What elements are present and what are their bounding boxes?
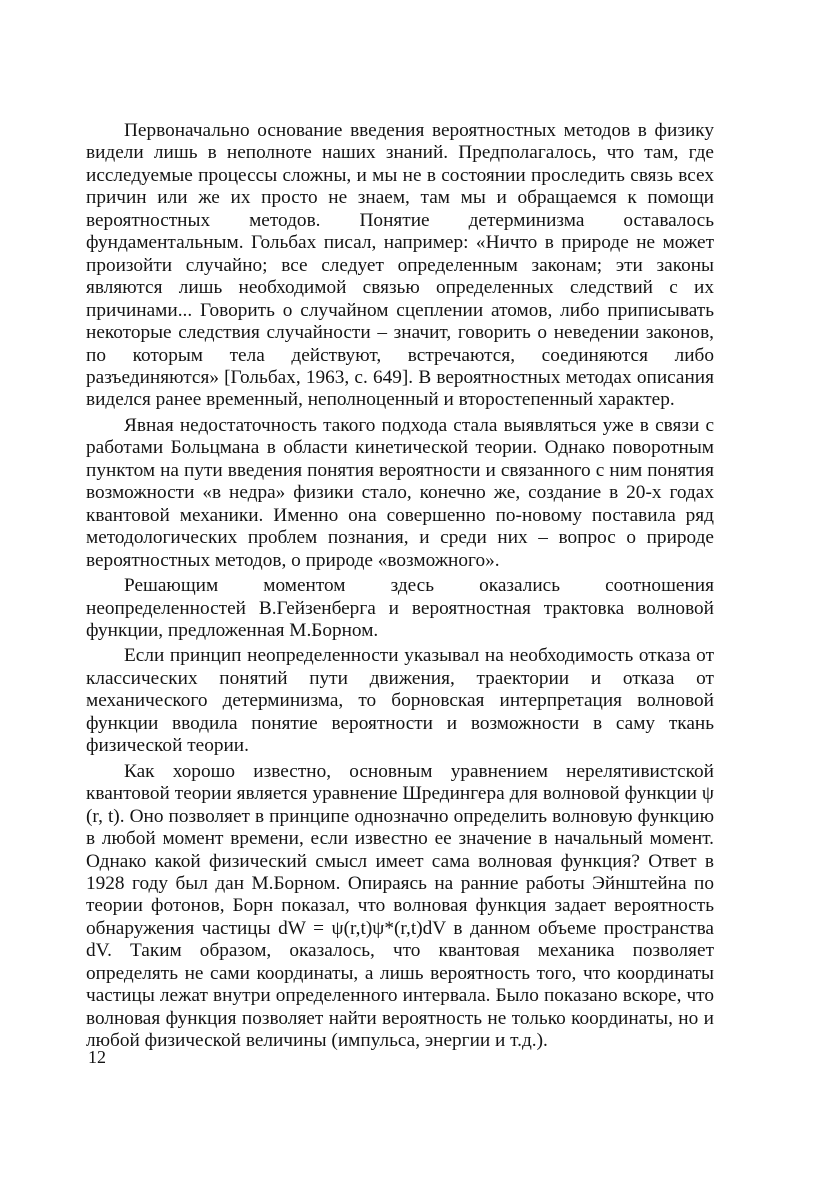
paragraph-1: Первоначально основание введения вероятностных методов в физику видели лишь в неполноте наших знаний. Предполагалось, что там, где исследуемые процессы сложны, и мы не в состоянии проследить связь всех причин или же их просто не знаем, там мы и обращаемся к помощи вероятностных методов. Понятие детерминизма оставалось фундаментальным. Гольбах писал, например: «Ничто в природе не может произойти случайно; все следует определенным законам; эти законы являются лишь необходимой связью определенных следствий с их причинами... Говорить о случайном сцеплении атомов, либо приписывать некоторые следствия случайности – значит, говорить о неведении законов, по которым тела действуют, встречаются, соединяются либо разъединяются» [Гольбах, 1963, с. 649]. В вероятностных методах описания виделся ранее временный, неполноценный и второстепенный характер.: [86, 120, 714, 411]
paragraph-4: Если принцип неопределенности указывал на необходимость отказа от классических понятий пути движения, траектории и отказа от механического детерминизма, то борновская интерпретация волновой функции вводила понятие вероятности и возможности в саму ткань физической теории.: [86, 645, 714, 757]
paragraph-2: Явная недостаточность такого подхода стала выявляться уже в связи с работами Больцмана в области кинетической теории. Однако поворотным пунктом на пути введения понятия вероятности и связанного с ним понятия возможности «в недра» физики стало, конечно же, создание в 20-х годах квантовой механики. Именно она совершенно по-новому поставила ряд методологических проблем познания, и среди них – вопрос о природе вероятностных методов, о природе «возможного».: [86, 414, 714, 571]
paragraph-5: Как хорошо известно, основным уравнением нерелятивистской квантовой теории является уравнение Шредингера для волновой функции ψ (r, t). Оно позволяет в принципе однозначно определить волновую функцию в любой момент времени, если известно ее значение в начальный момент. Однако какой физический смысл имеет сама волновая функция? Ответ в 1928 году был дан М.Борном. Опираясь на ранние работы Эйнштейна по теории фотонов, Борн показал, что волновая функция задает вероятность обнаружения частицы dW = ψ(r,t)ψ*(r,t)dV в данном объеме пространства dV. Таким образом, оказалось, что квантовая механика позволяет определять не сами координаты, а лишь вероятность того, что координаты частицы лежат внутри определенного интервала. Было показано вскоре, что волновая функция позволяет найти вероятность не только координаты, но и любой физической величины (импульса, энергии и т.д.).: [86, 760, 714, 1052]
page-body: [86, 120, 714, 1056]
page-number: 12: [88, 1047, 106, 1067]
paragraph-3: Решающим моментом здесь оказались соотношения неопределенностей В.Гейзенберга и вероятностная трактовка волновой функции, предложенная М.Борном.: [86, 575, 714, 641]
